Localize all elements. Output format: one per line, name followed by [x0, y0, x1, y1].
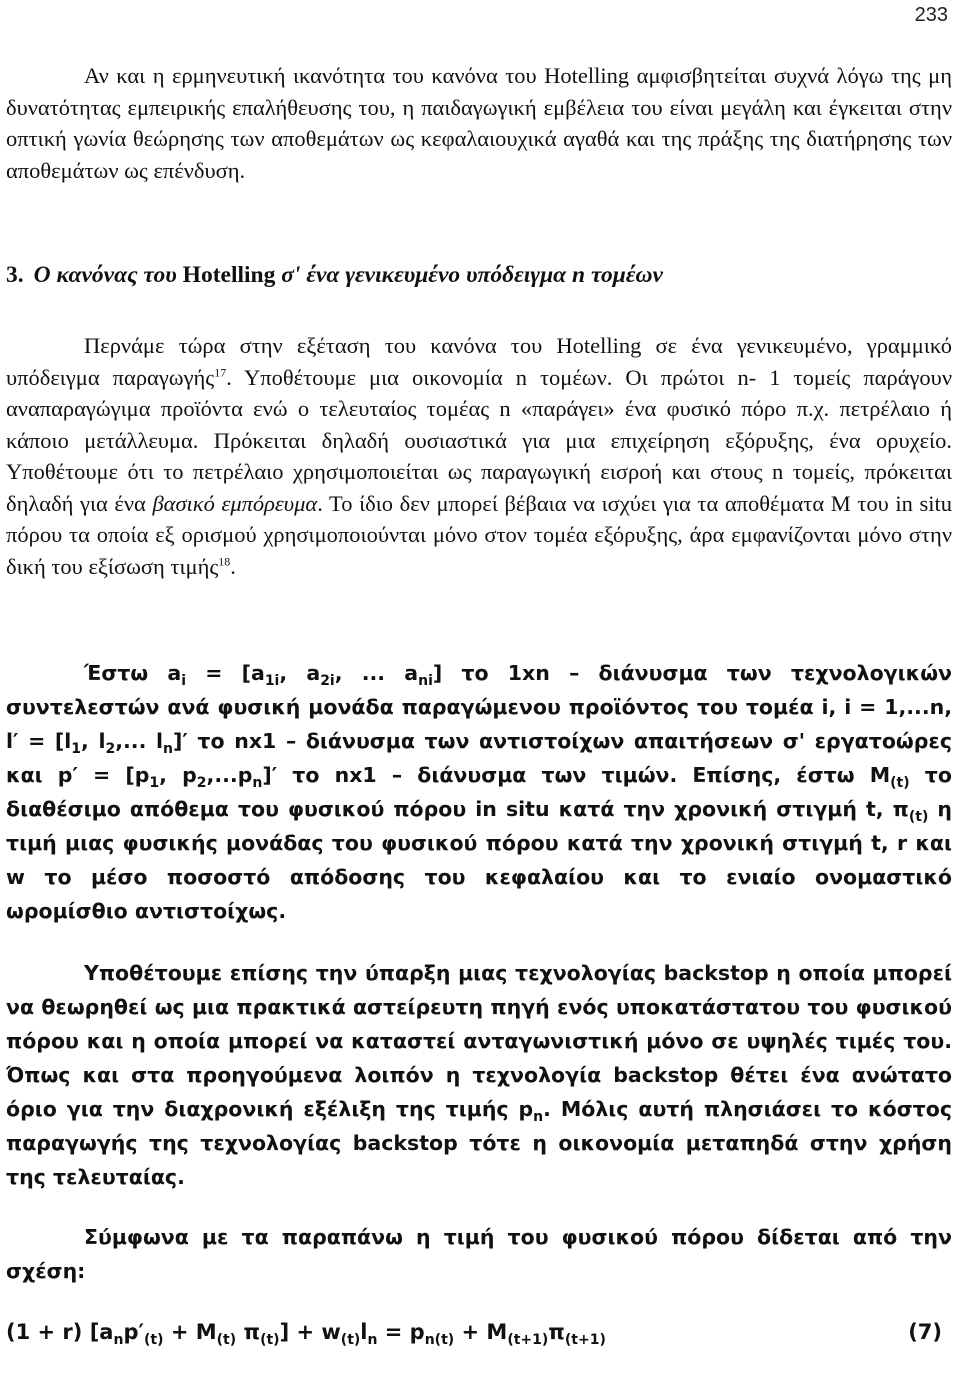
page-number: 233 [914, 4, 948, 26]
equation-number: (7) [908, 1320, 942, 1344]
section-heading [6, 262, 663, 289]
equation-body: (1 + r) [$a_np'_{(t)} + M_{(t)}$ $\pi_{(t)}] + w_{(t)}l_n = p_{n(t)} + M_{(t+1)}\pi_{(t+1)}$ [6, 1320, 606, 1349]
body-paragraph-3: Έστω $a_i = [a_{1i}$, $a_{2i}$, ... $a_{ni}$] το 1xn – διάνυσμα των τεχνολογικών συντελεστών ανά φυσική μονάδα παραγώμενου προϊόντος του τομέα i, i = 1,...n, $l' = [l_1$, $l_2$,... $l_n]'$ το nx1 – διάνυσμα των αντιστοίχων απαιτήσεων σ' εργατοώρες και $p' = [p_1$, $p_2,...p_n]'$ το nx1 – διάνυσμα των τιμών. Επίσης, έστω $M_{(t)}$ το διαθέσιμο απόθεμα του φυσικού πόρου in situ κατά την χρονική στιγμή t, $\pi_{(t)}$ η τιμή μιας φυσικής μονάδας του φυσικού πόρου κατά την χρονική στιγμή t, r και w το μέσο ποσοστό απόδοσης του κεφαλαίου και το ενιαίο ονομαστικό ωρομίσθιο αντιστοίχως. [6, 661, 952, 923]
body-paragraph-4: Υποθέτουμε επίσης την ύπαρξη μιας τεχνολογίας backstop η οποία μπορεί να θεωρηθεί ως μια πρακτικά αστείρευτη πηγή ενός υποκατάστατου του φυσικού πόρου και η οποία μπορεί να καταστεί ανταγωνιστική μόνο σε υψηλές τιμές του. Όπως και στα προηγούμενα λοιπόν η τεχνολογία backstop θέτει ένα ανώτατο όριο για την διαχρονική εξέλιξη της τιμής $p_n$. Μόλις αυτή πλησιάσει το κόστος παραγωγής της τεχνολογίας backstop τότε η οικονομία μεταπηδά στην χρήση της τελευταίας. [6, 961, 952, 1189]
footnote-ref-18: 18 [218, 554, 231, 568]
equation-7 [6, 1320, 942, 1349]
emphasis-text: βασικό εμπόρευμα [152, 490, 318, 516]
body-paragraph-2: Περνάμε τώρα στην εξέταση του κανόνα του Hotelling σε ένα γενικευμένο, γραμμικό υπόδειγμα παραγωγής$^{17}$. Υποθέτουμε μια οικονομία n τομέων. Οι πρώτοι n- 1 τομείς παράγουν αναπαραγώγιμα προϊόντα ενώ ο τελευταίος τομέας n «παράγει» ένα φυσικό πόρο π.χ. πετρέλαιο ή κάποιο μετάλλευμα. Πρόκειται δηλαδή ουσιαστικά για μια επιχείρηση εξόρυξης, ένα ορυχείο. Υποθέτουμε ότι το πετρέλαιο χρησιμοποιείται ως παραγωγική εισροή και στους n τομείς, πρόκειται δηλαδή για ένα βασικό εμπόρευμα. Το ίδιο δεν μπορεί βέβαια να ισχύει για τα αποθέματα Μ του in situ πόρου τα οποία εξ ορισμού χρησιμοποιούνται μόνο στον τομέα εξόρυξης, άρα εμφανίζονται μόνο στην δική του εξίσωση τιμής$^{18}$. [6, 333, 952, 579]
intro-paragraph: Αν και η ερμηνευτική ικανότητα του κανόνα του Hotelling αμφισβητείται συχνά λόγω της μη δυνατότητας εμπειρικής επαλήθευσης του, η παιδαγωγική εμβέλεια του είναι μεγάλη και έγκειται στην οπτική γωνία θεώρησης των αποθεμάτων ως κεφαλαιουχικά αγαθά και της πράξης της διατήρησης των αποθεμάτων ως επένδυση. [6, 63, 952, 183]
section-title: Ο κανόνας του Hotelling σ' ένα γενικευμένο υπόδειγμα n τομέων [33, 262, 663, 288]
body-paragraph-5: Σύμφωνα με τα παραπάνω η τιμή του φυσικού πόρου δίδεται από την σχέση: [6, 1225, 952, 1283]
section-number: 3. [6, 262, 24, 288]
footnote-ref-17: 17 [214, 365, 227, 379]
